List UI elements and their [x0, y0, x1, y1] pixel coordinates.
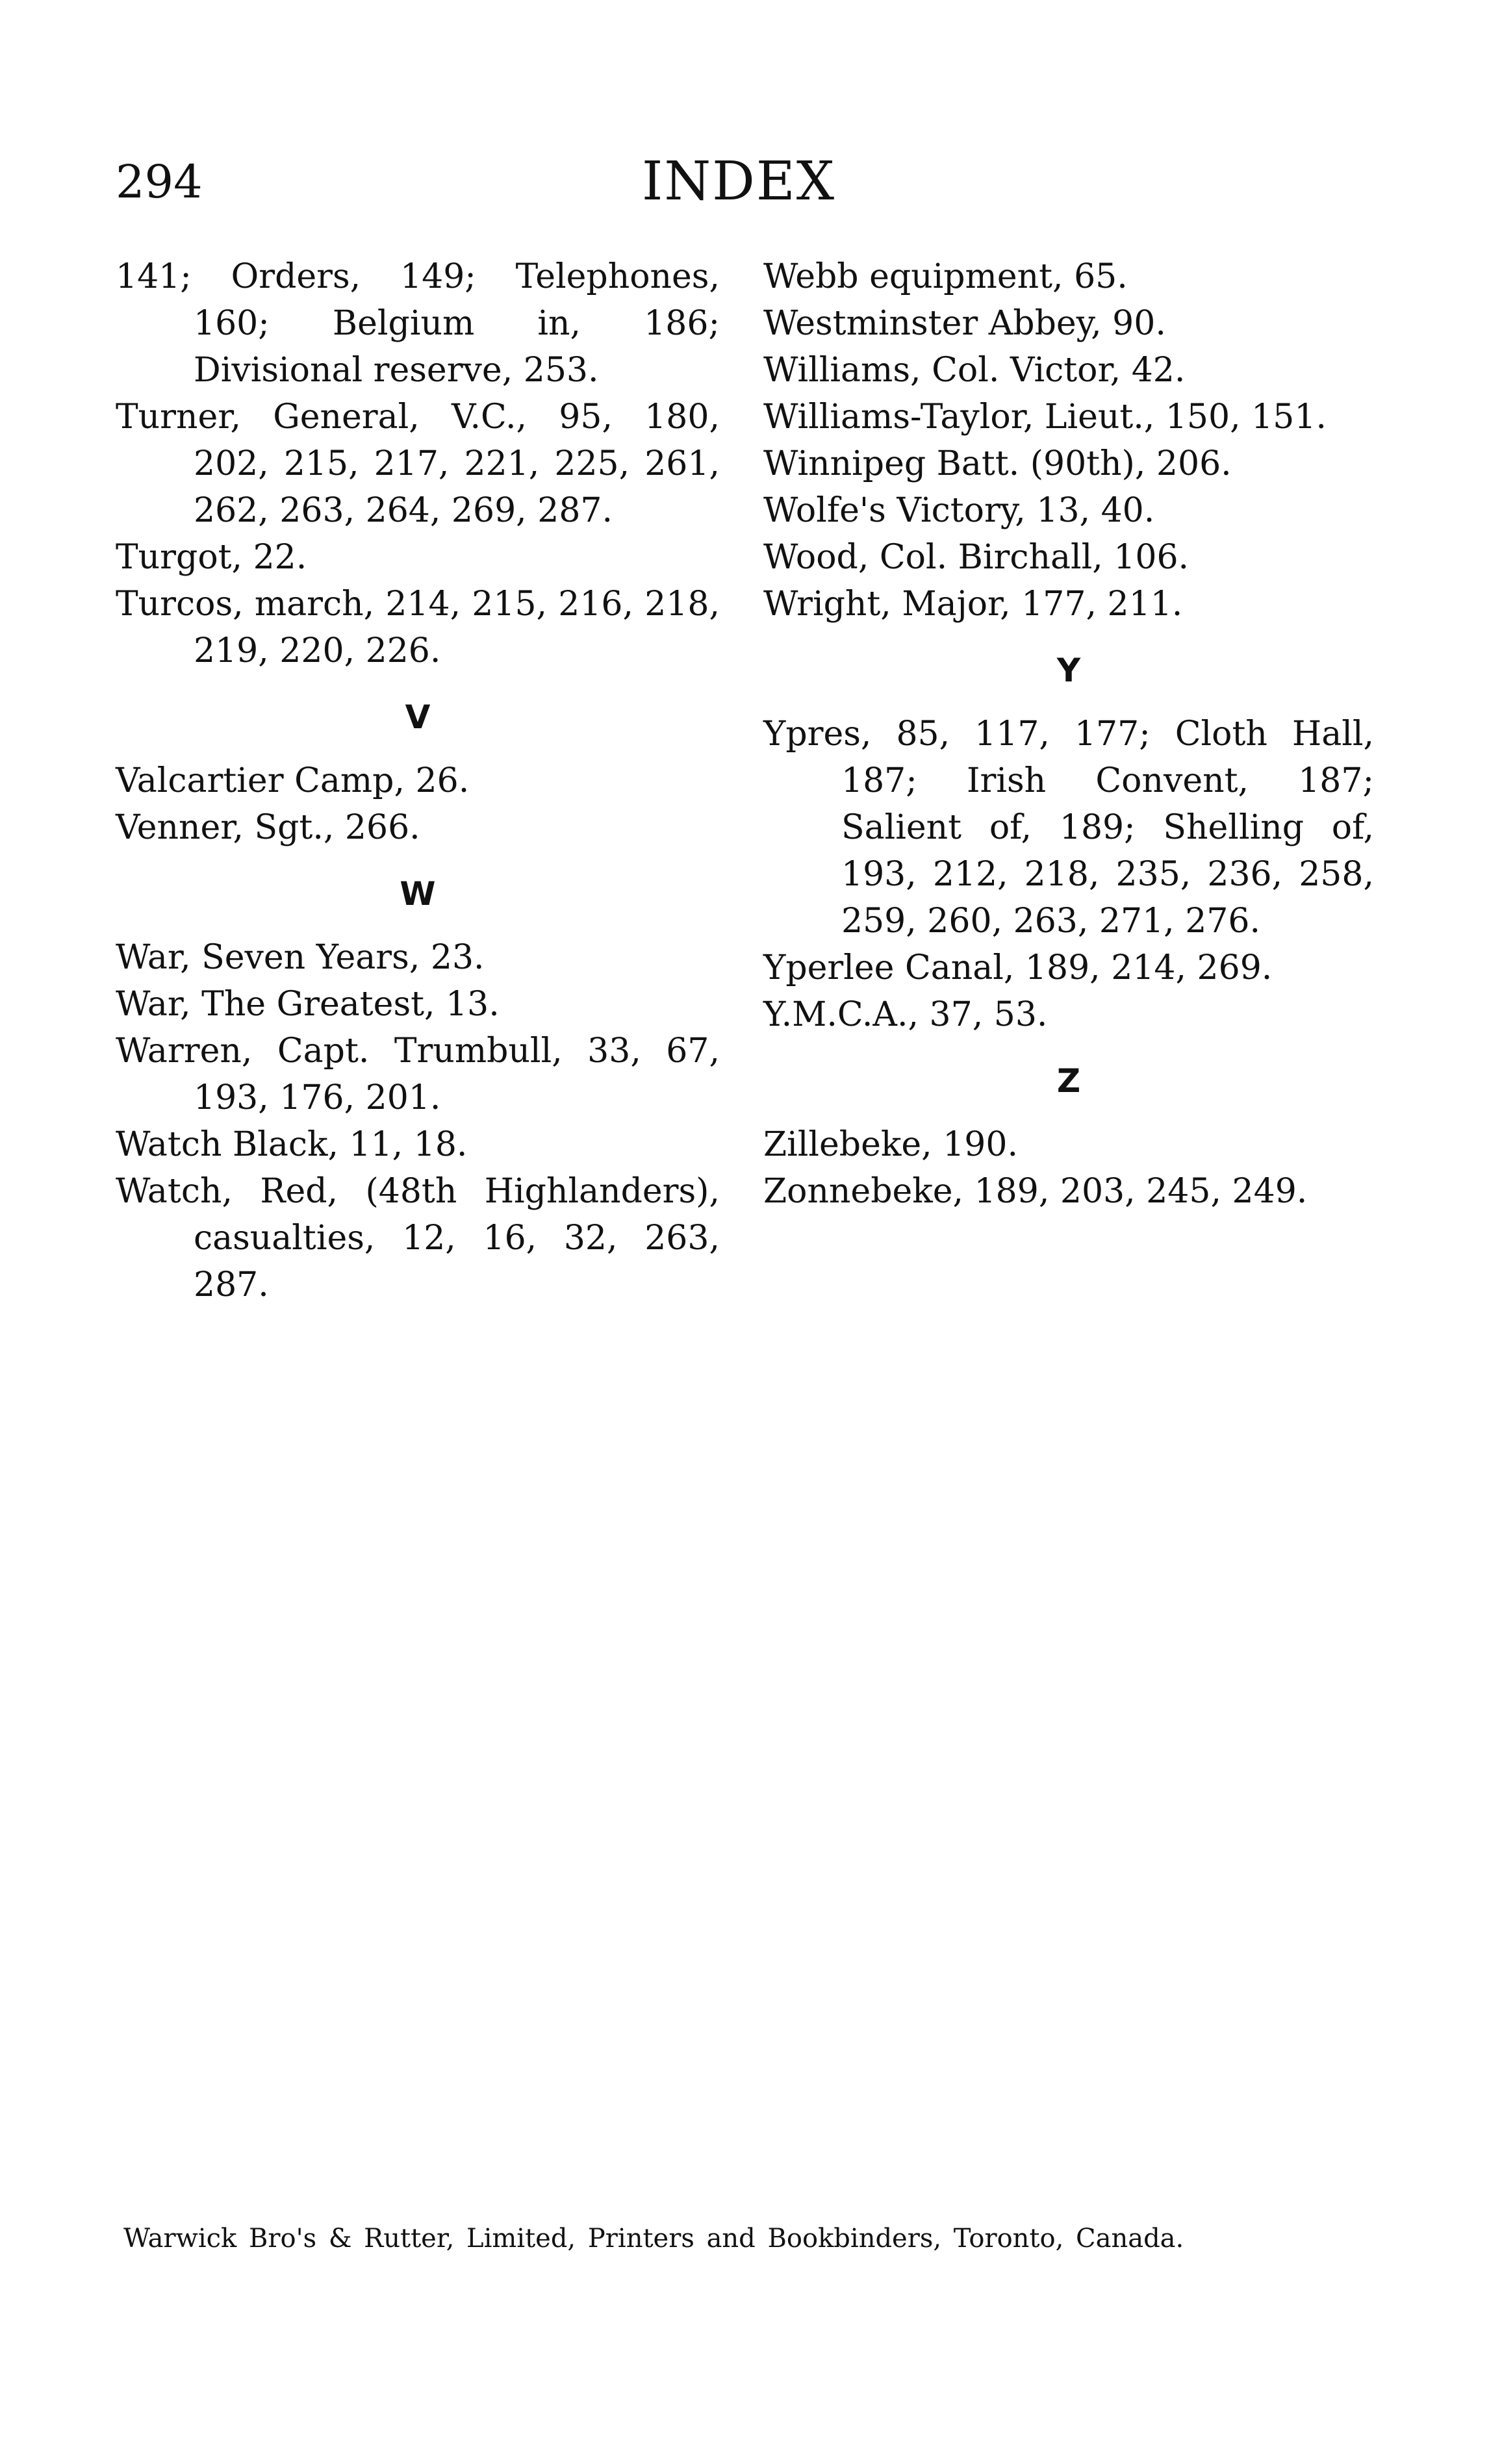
page-number: 294 [116, 155, 203, 209]
index-entry: Wood, Col. Birchall, 106. [763, 538, 1190, 577]
section-letter-v: V [405, 698, 431, 736]
index-entry: Ypres, 85, 117, 177; Cloth Hall, 187; Irish Convent, 187; Salient of, 189; Shelling of, 193, 212, 218, 235, 236, 258, 259, 260, 263, 271, 276. [763, 715, 1374, 941]
index-column-right [763, 253, 1374, 1215]
index-entry: Yperlee Canal, 189, 214, 269. [763, 948, 1273, 987]
index-entry: 141; Orders, 149; Telephones, 160; Belgium in, 186; Divisional reserve, 253. [116, 257, 720, 390]
index-entry: Turgot, 22. [116, 538, 307, 577]
index-entry: Winnipeg Batt. (90th), 206. [763, 444, 1232, 483]
index-entry: Y.M.C.A., 37, 53. [763, 995, 1048, 1034]
page-title: INDEX [642, 151, 836, 212]
index-entry: Warren, Capt. Trumbull, 33, 67, 193, 176, 201. [116, 1032, 720, 1117]
section-letter-y: Y [1056, 652, 1081, 689]
index-entry: Williams-Taylor, Lieut., 150, 151. [763, 398, 1327, 437]
index-entry: Turner, General, V.C., 95, 180, 202, 215, 217, 221, 225, 261, 262, 263, 264, 269, 287. [116, 398, 720, 530]
index-column-left [116, 253, 720, 1308]
index-entry: Venner, Sgt., 266. [116, 808, 420, 847]
index-entry: Williams, Col. Victor, 42. [763, 351, 1186, 390]
index-entry: Wolfe's Victory, 13, 40. [763, 491, 1155, 530]
section-letter-z: Z [1056, 1062, 1081, 1100]
index-entry: War, Seven Years, 23. [116, 938, 485, 977]
index-entry: Westminster Abbey, 90. [763, 304, 1166, 343]
index-entry: Wright, Major, 177, 211. [763, 585, 1183, 624]
page-header [116, 146, 1382, 218]
index-entry: Zillebeke, 190. [763, 1125, 1018, 1164]
index-entry: Valcartier Camp, 26. [116, 761, 470, 800]
index-entry: Watch Black, 11, 18. [116, 1125, 468, 1164]
index-entry: War, The Greatest, 13. [116, 985, 500, 1024]
index-entry: Watch, Red, (48th Highlanders), casualties, 12, 16, 32, 263, 287. [116, 1172, 720, 1304]
index-entry: Zonnebeke, 189, 203, 245, 249. [763, 1172, 1308, 1211]
printer-imprint: Warwick Bro's & Rutter, Limited, Printers and Bookbinders, Toronto, Canada. [123, 2224, 1184, 2254]
index-entry: Webb equipment, 65. [763, 257, 1128, 296]
section-letter-w: W [400, 875, 436, 913]
index-entry: Turcos, march, 214, 215, 216, 218, 219, 220, 226. [116, 585, 720, 670]
